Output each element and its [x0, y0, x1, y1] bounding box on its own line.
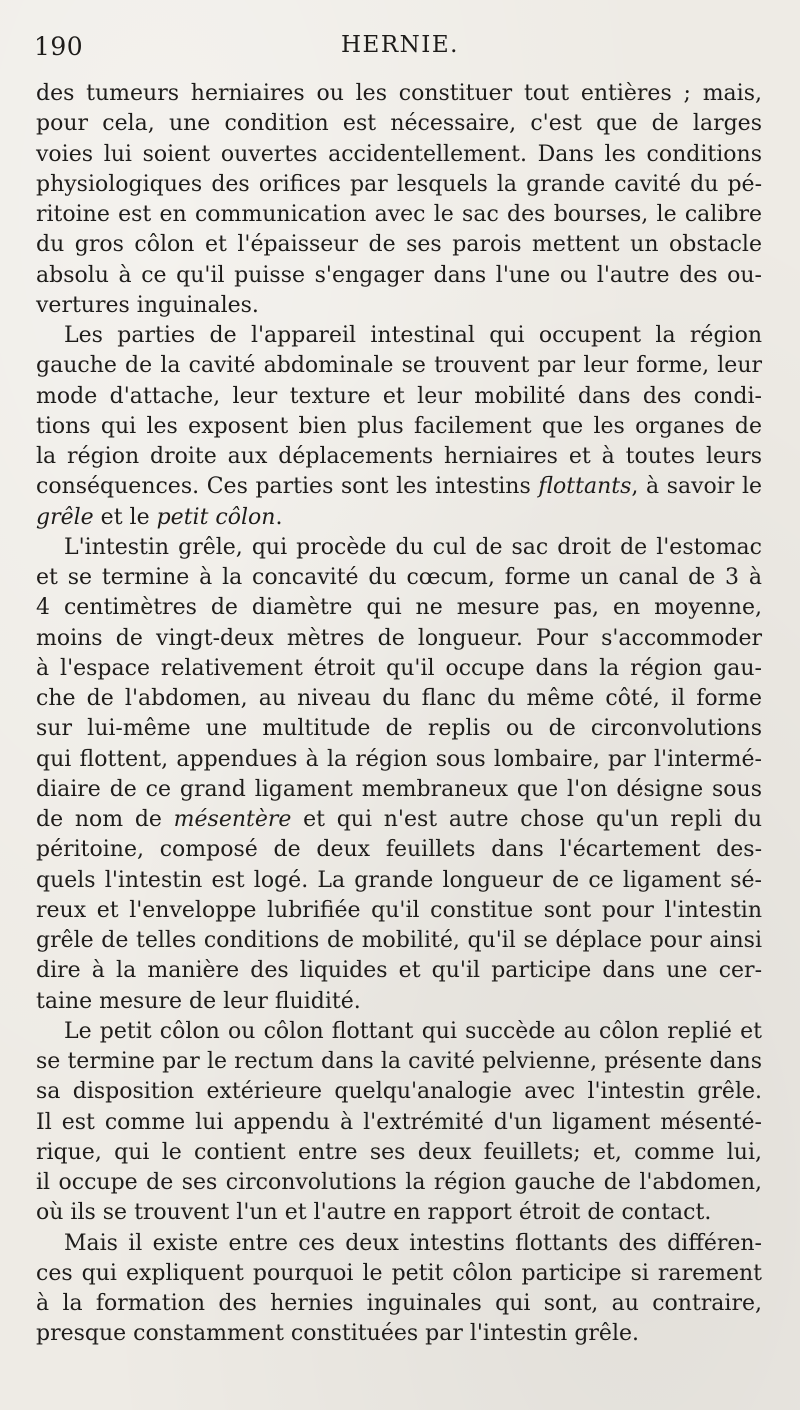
text-line: absolu à ce qu'il puisse s'engager dans l'une ou l'autre des ou- — [36, 262, 762, 288]
text-line: ritoine est en communication avec le sac des bourses, le calibre — [36, 202, 762, 227]
text-line: moins de vingt-deux mètres de longueur. Pour s'accommoder — [36, 625, 762, 651]
text-line: tions qui les exposent bien plus facilement que les organes de — [36, 413, 762, 439]
text-line: pour cela, une condition est nécessaire, c'est que de larges — [36, 111, 762, 137]
page-header — [0, 30, 800, 66]
text-line: voies lui soient ouvertes accidentellement. Dans les conditions — [36, 141, 762, 167]
text-line: diaire de ce grand ligament membraneux que l'on désigne sous — [36, 776, 762, 802]
text-line: mode d'attache, leur texture et leur mobilité dans des condi- — [36, 383, 762, 409]
text-line: qui flottent, appendues à la région sous lombaire, par l'intermé- — [36, 746, 762, 772]
text-line: vertures inguinales. — [36, 292, 259, 318]
text-line: conséquences. Ces parties sont les intestins flottants, à savoir le — [36, 474, 762, 500]
paragraph — [36, 79, 762, 321]
text-line: reux et l'enveloppe lubrifiée qu'il constitue sont pour l'intestin — [36, 897, 762, 923]
text-line: presque constamment constituées par l'intestin grêle. — [36, 1321, 639, 1347]
text-line: se termine par le rectum dans la cavité pelvienne, présente dans — [36, 1049, 762, 1074]
text-line: physiologiques des orifices par lesquels la grande cavité du pé- — [36, 171, 762, 197]
text-line: et se termine à la concavité du cœcum, forme un canal de 3 à — [36, 565, 762, 590]
paragraph — [36, 1017, 762, 1229]
paragraph — [36, 1229, 762, 1350]
text-line: de nom de mésentère et qui n'est autre chose qu'un repli du — [36, 807, 763, 832]
text-line: dire à la manière des liquides et qu'il participe dans une cer- — [36, 958, 762, 984]
body-text — [36, 79, 762, 1350]
text-line: grêle et le petit côlon. — [36, 504, 283, 530]
text-line: Mais il existe entre ces deux intestins flottants des différen- — [64, 1230, 762, 1256]
text-line: grêle de telles conditions de mobilité, qu'il se déplace pour ainsi — [36, 928, 762, 953]
text-line: à l'espace relativement étroit qu'il occupe dans la région gau- — [36, 655, 762, 681]
page-number: 190 — [34, 32, 84, 61]
text-line: Le petit côlon ou côlon flottant qui succède au côlon replié et — [64, 1018, 762, 1044]
text-line: à la formation des hernies inguinales qui sont, au contraire, — [36, 1291, 762, 1316]
text-line: Les parties de l'appareil intestinal qui occupent la région — [64, 323, 762, 348]
text-line: la région droite aux déplacements herniaires et à toutes leurs — [36, 444, 762, 469]
text-line: du gros côlon et l'épaisseur de ses parois mettent un obstacle — [36, 232, 762, 258]
text-line: gauche de la cavité abdominale se trouvent par leur forme, leur — [36, 353, 762, 379]
text-line: sur lui-même une multitude de replis ou de circonvolutions — [36, 716, 762, 742]
text-line: quels l'intestin est logé. La grande longueur de ce ligament sé- — [36, 867, 762, 893]
text-line: 4 centimètres de diamètre qui ne mesure pas, en moyenne, — [36, 595, 762, 621]
text-line: ces qui expliquent pourquoi le petit côlon participe si rarement — [36, 1260, 762, 1286]
paragraph — [36, 533, 762, 1017]
paragraph — [36, 321, 762, 533]
text-line: péritoine, composé de deux feuillets dans l'écartement des- — [36, 837, 762, 863]
text-line: L'intestin grêle, qui procède du cul de sac droit de l'estomac — [64, 534, 762, 560]
text-line: Il est comme lui appendu à l'extrémité d'un ligament mésenté- — [36, 1109, 762, 1135]
text-line: où ils se trouvent l'un et l'autre en rapport étroit de contact. — [36, 1200, 712, 1226]
text-line: che de l'abdomen, au niveau du flanc du même côté, il forme — [36, 686, 762, 711]
text-line: taine mesure de leur fluidité. — [36, 988, 361, 1014]
text-line: des tumeurs herniaires ou les constituer tout entières ; mais, — [36, 81, 762, 106]
text-line: il occupe de ses circonvolutions la région gauche de l'abdomen, — [36, 1170, 762, 1195]
text-line: rique, qui le contient entre ses deux feuillets; et, comme lui, — [36, 1139, 762, 1165]
text-line: sa disposition extérieure quelqu'analogie avec l'intestin grêle. — [36, 1079, 762, 1105]
running-title: HERNIE. — [341, 32, 459, 58]
